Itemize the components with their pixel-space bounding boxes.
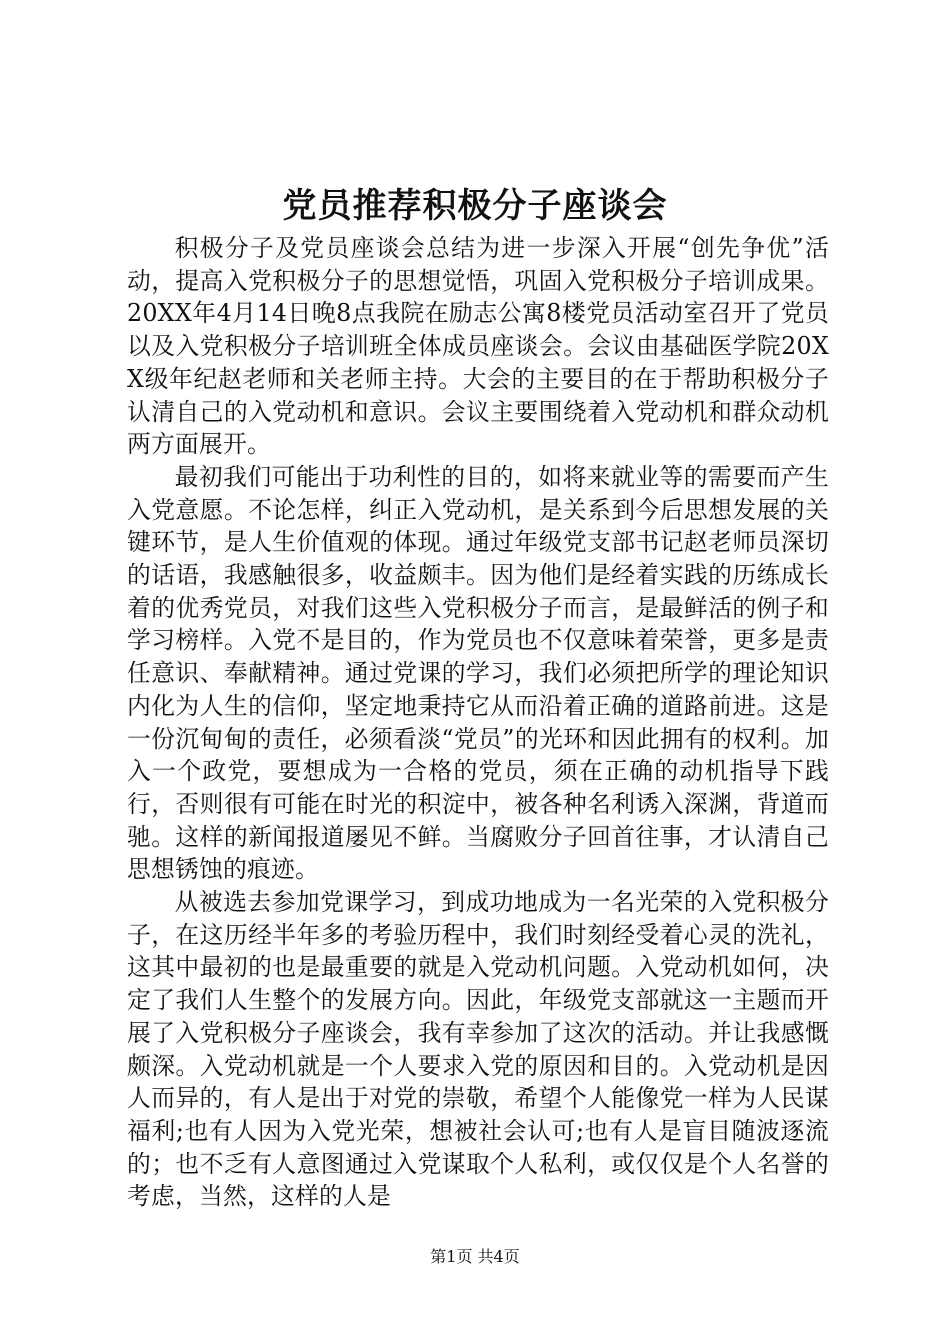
paragraph-2: 最初我们可能出于功利性的目的，如将来就业等的需要而产生入党意愿。不论怎样，纠正入党动机，是关系到今后思想发展的关键环节，是人生价值观的体现。通过年级党支部书记赵老师员深切的话语，我感触很多，收益颇丰。因为他们是经着实践的历练成长着的优秀党员，对我们这些入党积极分子而言，是最鲜活的例子和学习榜样。入党不是目的，作为党员也不仅意味着荣誉，更多是责任意识、奉献精神。通过党课的学习，我们必须把所学的理论知识内化为人生的信仰，坚定地秉持它从而沿着正确的道路前进。这是一份沉甸甸的责任，必须看淡“党员”的光环和因此拥有的权利。加入一个政党，要想成为一合格的党员，须在正确的动机指导下践行，否则很有可能在时光的积淀中，被各种名利诱入深渊，背道而驰。这样的新闻报道屡见不鲜。当腐败分子回首往事，才认清自己思想锈蚀的痕迹。 <box>127 462 829 884</box>
page-number-footer: 第1页 共4页 <box>430 1247 520 1266</box>
document-title: 党员推荐积极分子座谈会 <box>282 186 668 226</box>
paragraph-1: 积极分子及党员座谈会总结为进一步深入开展“创先争优”活动，提高入党积极分子的思想觉悟，巩固入党积极分子培训成果。20XX年4月14日晚8点我院在励志公寓8楼党员活动室召开了党员以及入党积极分子培训班全体成员座谈会。会议由基础医学院20XX级年纪赵老师和关老师主持。大会的主要目的在于帮助积极分子认清自己的入党动机和意识。会议主要围绕着入党动机和群众动机两方面展开。 <box>127 234 829 459</box>
document-body <box>127 232 829 1213</box>
paragraph-3: 从被选去参加党课学习，到成功地成为一名光荣的入党积极分子，在这历经半年多的考验历程中，我们时刻经受着心灵的洗礼，这其中最初的也是最重要的就是入党动机问题。入党动机如何，决定了我们人生整个的发展方向。因此，年级党支部就这一主题而开展了入党积极分子座谈会，我有幸参加了这次的活动。并让我感慨颇深。入党动机就是一个人要求入党的原因和目的。入党动机是因人而异的，有人是出于对党的崇敬，希望个人能像党一样为人民谋福利;也有人因为入党光荣，想被社会认可;也有人是盲目随波逐流的；也不乏有人意图通过入党谋取个人私利，或仅仅是个人名誉的考虑，当然，这样的人是 <box>127 888 829 1211</box>
